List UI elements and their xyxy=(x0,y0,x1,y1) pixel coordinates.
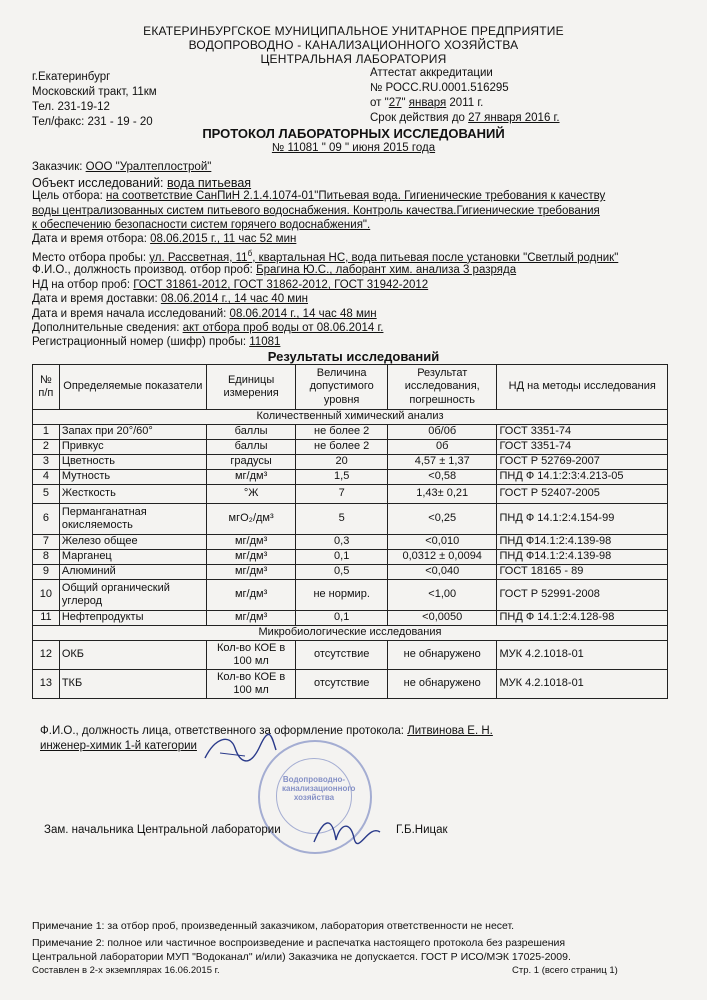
row-result: <1,00 xyxy=(387,580,497,611)
row-method: ГОСТ 18165 - 89 xyxy=(497,565,668,580)
results-table xyxy=(32,364,668,699)
section-row-chemical xyxy=(33,410,668,425)
row-number: 6 xyxy=(33,504,60,535)
row-limit: не нормир. xyxy=(296,580,388,611)
note-2a: Примечание 2: полное или частичное воспроизведение и распечатка настоящего протокола без разрешения xyxy=(32,937,566,949)
signature-head xyxy=(310,812,390,848)
row-number: 2 xyxy=(33,440,60,455)
table-header-row xyxy=(33,365,668,410)
row-result: 4,57 ± 1,37 xyxy=(387,455,497,470)
row-number: 4 xyxy=(33,470,60,485)
sampler-field: Ф.И.О., должность производ. отбор проб: Брагина Ю.С., лаборант хим. анализа 3 разряда xyxy=(32,264,517,276)
object-field: Объект исследований: вода питьевая xyxy=(32,176,252,190)
row-limit: 0,5 xyxy=(296,565,388,580)
protocol-number: № 11081 " 09 " июня 2015 года xyxy=(271,142,436,154)
purpose-line-3: к обеспечению безопасности систем горячего водоснабжения". xyxy=(32,219,371,231)
row-limit: отсутствие xyxy=(296,641,388,670)
customer-field: Заказчик: ООО "Уралтеплострой" xyxy=(32,161,212,173)
row-unit: °Ж xyxy=(206,485,296,504)
row-number: 11 xyxy=(33,611,60,626)
responsible-field: Ф.И.О., должность лица, ответственного за оформление протокола: Литвинова Е. Н. xyxy=(40,725,493,737)
address-phone: Тел. 231-19-12 xyxy=(32,101,110,113)
section-chemical-label: Количественный химический анализ xyxy=(33,410,668,425)
section-micro-label: Микробиологические исследования xyxy=(33,626,668,641)
row-indicator: Алюминий xyxy=(59,565,206,580)
row-number: 1 xyxy=(33,425,60,440)
row-number: 13 xyxy=(33,670,60,699)
row-indicator: Марганец xyxy=(59,550,206,565)
row-method: МУК 4.2.1018-01 xyxy=(497,641,668,670)
row-result: <0,040 xyxy=(387,565,497,580)
row-indicator: ОКБ xyxy=(59,641,206,670)
row-unit: мг/дм³ xyxy=(206,535,296,550)
row-method: ПНД Ф 14.1:2:4.128-98 xyxy=(497,611,668,626)
row-unit: баллы xyxy=(206,425,296,440)
row-limit: 7 xyxy=(296,485,388,504)
row-number: 12 xyxy=(33,641,60,670)
row-number: 9 xyxy=(33,565,60,580)
col-header-number: № п/п xyxy=(33,365,60,410)
row-method: ГОСТ 3351-74 xyxy=(497,425,668,440)
row-result: 0б/0б xyxy=(387,425,497,440)
results-title: Результаты исследований xyxy=(267,349,440,364)
row-method: ПНД Ф14.1:2:4.139-98 xyxy=(497,550,668,565)
stamp-label: Водопроводно-канализационного хозяйства xyxy=(282,775,356,802)
row-limit: 1,5 xyxy=(296,470,388,485)
address-city: г.Екатеринбург xyxy=(32,71,111,83)
row-limit: 20 xyxy=(296,455,388,470)
delivery-field: Дата и время доставки: 08.06.2014 г., 14 час 40 мин xyxy=(32,293,308,305)
row-indicator: Нефтепродукты xyxy=(59,611,206,626)
table-row xyxy=(33,440,668,455)
row-unit: мг/дм³ xyxy=(206,565,296,580)
copies-note: Составлен в 2-х экземплярах 16.06.2015 г. xyxy=(32,965,220,976)
table-row xyxy=(33,580,668,611)
purpose-field: Цель отбора: на соответствие СанПиН 2.1.4.1074-01"Питьевая вода. Гигиенические требования к качеству xyxy=(32,190,606,202)
row-result: <0,0050 xyxy=(387,611,497,626)
section-row-micro xyxy=(33,626,668,641)
note-2b: Центральной лаборатории МУП "Водоканал" и/или) Заказчика не допускается. ГОСТ Р ИСО/МЭК 17025-2009. xyxy=(32,951,571,963)
row-limit: не более 2 xyxy=(296,425,388,440)
table-row xyxy=(33,425,668,440)
row-indicator: Мутность xyxy=(59,470,206,485)
row-limit: 0,1 xyxy=(296,611,388,626)
org-line-3: ЦЕНТРАЛЬНАЯ ЛАБОРАТОРИЯ xyxy=(260,52,447,66)
row-number: 8 xyxy=(33,550,60,565)
row-limit: 0,3 xyxy=(296,535,388,550)
row-result: <0,58 xyxy=(387,470,497,485)
row-result: <0,25 xyxy=(387,504,497,535)
row-limit: не более 2 xyxy=(296,440,388,455)
row-number: 3 xyxy=(33,455,60,470)
row-unit: градусы xyxy=(206,455,296,470)
accreditation-number: № РОСС.RU.0001.516295 xyxy=(370,82,509,94)
address-street: Московский тракт, 11км xyxy=(32,86,157,98)
row-unit: мг/дм³ xyxy=(206,580,296,611)
row-unit: мг/дм³ xyxy=(206,550,296,565)
row-limit: отсутствие xyxy=(296,670,388,699)
start-field: Дата и время начала исследований: 08.06.2014 г., 14 час 48 мин xyxy=(32,308,377,320)
row-result: не обнаружено xyxy=(387,670,497,699)
row-unit: баллы xyxy=(206,440,296,455)
col-header-result: Результат исследования, погрешность xyxy=(387,365,497,410)
address-fax: Тел/факс: 231 - 19 - 20 xyxy=(32,116,153,128)
org-line-1: ЕКАТЕРИНБУРГСКОЕ МУНИЦИПАЛЬНОЕ УНИТАРНОЕ ПРЕДПРИЯТИЕ xyxy=(143,24,564,38)
protocol-title: ПРОТОКОЛ ЛАБОРАТОРНЫХ ИССЛЕДОВАНИЙ xyxy=(202,126,505,141)
responsible-position: инженер-химик 1-й категории xyxy=(40,740,197,752)
row-method: ПНД Ф14.1:2:4.139-98 xyxy=(497,535,668,550)
address-block xyxy=(32,70,157,130)
row-method: ГОСТ Р 52991-2008 xyxy=(497,580,668,611)
row-indicator: Привкус xyxy=(59,440,206,455)
row-result: <0,010 xyxy=(387,535,497,550)
row-number: 5 xyxy=(33,485,60,504)
note-1: Примечание 1: за отбор проб, произведенный заказчиком, лаборатория ответственности не несет. xyxy=(32,920,515,932)
row-limit: 5 xyxy=(296,504,388,535)
col-header-limit: Величина допустимого уровня xyxy=(296,365,388,410)
sample-place-field: Место отбора пробы: ул. Рассветная, $11^б$, квартальная НС, вода питьевая после установки "Светлый родник" xyxy=(32,249,619,264)
row-method: ГОСТ Р 52407-2005 xyxy=(497,485,668,504)
row-number: 10 xyxy=(33,580,60,611)
row-indicator: Запах при 20°/60° xyxy=(59,425,206,440)
row-method: ГОСТ 3351-74 xyxy=(497,440,668,455)
row-unit: мгО₂/дм³ xyxy=(206,504,296,535)
head-name: Г.Б.Ницак xyxy=(396,824,448,836)
row-result: не обнаружено xyxy=(387,641,497,670)
row-method: ПНД Ф 14.1:2:4.154-99 xyxy=(497,504,668,535)
page-number: Стр. 1 (всего страниц 1) xyxy=(512,965,618,976)
row-unit: мг/дм³ xyxy=(206,611,296,626)
row-limit: 0,1 xyxy=(296,550,388,565)
row-result: 1,43± 0,21 xyxy=(387,485,497,504)
head-title: Зам. начальника Центральной лаборатории xyxy=(44,824,281,836)
row-result: 0,0312 ± 0,0094 xyxy=(387,550,497,565)
table-row xyxy=(33,504,668,535)
row-unit: Кол-во КОЕ в 100 мл xyxy=(206,641,296,670)
row-number: 7 xyxy=(33,535,60,550)
accreditation-validity: Срок действия до 27 января 2016 г. xyxy=(370,112,560,124)
accreditation-block xyxy=(370,66,560,126)
registration-field: Регистрационный номер (шифр) пробы: 11081 xyxy=(32,336,281,348)
row-indicator: Жесткость xyxy=(59,485,206,504)
org-line-2: ВОДОПРОВОДНО - КАНАЛИЗАЦИОННОГО ХОЗЯЙСТВА xyxy=(188,38,519,52)
accreditation-title: Аттестат аккредитации xyxy=(370,67,493,79)
table-row xyxy=(33,485,668,504)
row-result: 0б xyxy=(387,440,497,455)
row-indicator: Железо общее xyxy=(59,535,206,550)
table-row xyxy=(33,550,668,565)
row-method: МУК 4.2.1018-01 xyxy=(497,670,668,699)
col-header-unit: Единицы измерения xyxy=(206,365,296,410)
row-indicator: Общий органический углерод xyxy=(59,580,206,611)
table-row xyxy=(33,611,668,626)
row-indicator: Цветность xyxy=(59,455,206,470)
table-row xyxy=(33,565,668,580)
row-method: ГОСТ Р 52769-2007 xyxy=(497,455,668,470)
table-row xyxy=(33,641,668,670)
col-header-method: НД на методы исследования xyxy=(497,365,668,410)
accreditation-date: от "27" января 2011 г. xyxy=(370,97,484,109)
row-unit: мг/дм³ xyxy=(206,470,296,485)
row-indicator: Перманганатная окисляемость xyxy=(59,504,206,535)
table-row xyxy=(33,455,668,470)
purpose-line-2: воды централизованных систем питьевого водоснабжения. Контроль качества.Гигиенические требования xyxy=(32,205,600,217)
sample-datetime-field: Дата и время отбора: 08.06.2015 г., 11 час 52 мин xyxy=(32,233,297,245)
sampling-nd-field: НД на отбор проб: ГОСТ 31861-2012, ГОСТ 31862-2012, ГОСТ 31942-2012 xyxy=(32,279,429,291)
table-row xyxy=(33,470,668,485)
extra-info-field: Дополнительные сведения: акт отбора проб воды от 08.06.2014 г. xyxy=(32,322,384,334)
table-row xyxy=(33,535,668,550)
table-row xyxy=(33,670,668,699)
row-method: ПНД Ф 14.1:2:3:4.213-05 xyxy=(497,470,668,485)
row-unit: Кол-во КОЕ в 100 мл xyxy=(206,670,296,699)
row-indicator: ТКБ xyxy=(59,670,206,699)
col-header-indicator: Определяемые показатели xyxy=(59,365,206,410)
